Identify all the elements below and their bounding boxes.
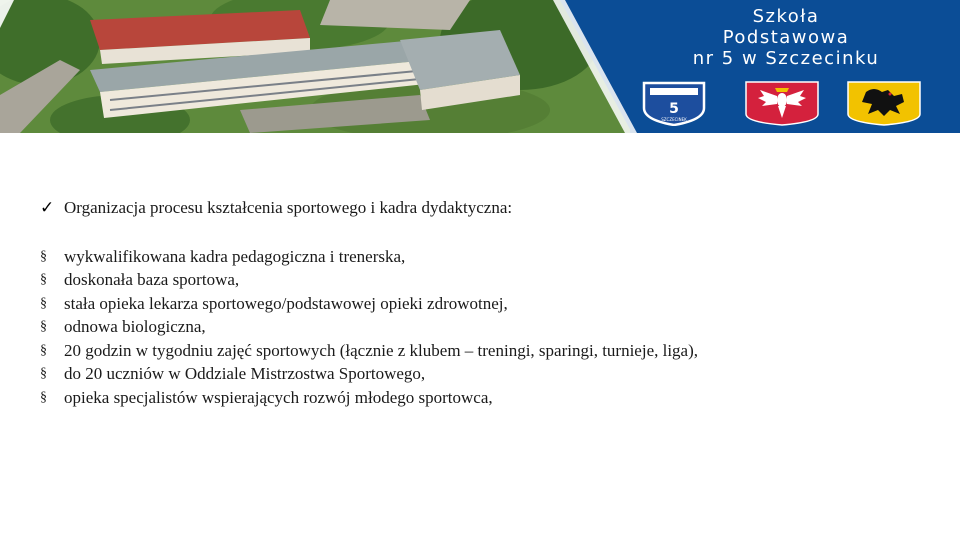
bullet-icon: § [40, 366, 47, 382]
list-item-text: do 20 uczniów w Oddziale Mistrzostwa Sportowego, [64, 364, 426, 384]
bullet-icon: § [40, 295, 47, 311]
list-item-text: opieka specjalistów wspierających rozwój młodego sportowca, [64, 387, 493, 407]
list-item [40, 386, 698, 410]
list-item-text: wykwalifikowana kadra pedagogiczna i trenerska, [64, 246, 406, 266]
bullet-icon: § [40, 272, 47, 288]
list-item-text: stała opieka lekarza sportowego/podstawowej opieki zdrowotnej, [64, 293, 508, 313]
bullet-icon: § [40, 248, 47, 264]
school-name-line-2: Podstawowa [722, 27, 850, 48]
list-item-text: 20 godzin w tygodniu zajęć sportowych (łącznie z klubem – treningi, sparingi, turnieje, liga), [64, 340, 699, 360]
school-name-line-3: nr 5 w Szczecinku [692, 48, 880, 69]
school-name-line-1: Szkoła [752, 6, 820, 27]
bullet-icon: § [40, 342, 47, 358]
list-item [40, 316, 698, 340]
list-item-text: doskonała baza sportowa, [64, 270, 240, 290]
heading-text: Organizacja procesu kształcenia sportowego i kadra dydaktyczna: [64, 198, 513, 217]
list-item [40, 269, 698, 293]
list-item [40, 292, 698, 316]
svg-text:SZCZECINEK: SZCZECINEK [661, 117, 687, 122]
list-item [40, 245, 698, 269]
list-item-text: odnowa biologiczna, [64, 317, 206, 337]
checkmark-icon: ✓ [40, 198, 55, 217]
section-heading [40, 197, 512, 219]
bullet-icon: § [40, 389, 47, 405]
feature-list [40, 245, 698, 410]
svg-text:5: 5 [669, 101, 679, 117]
bullet-icon: § [40, 319, 47, 335]
list-item [40, 339, 698, 363]
list-item [40, 363, 698, 387]
